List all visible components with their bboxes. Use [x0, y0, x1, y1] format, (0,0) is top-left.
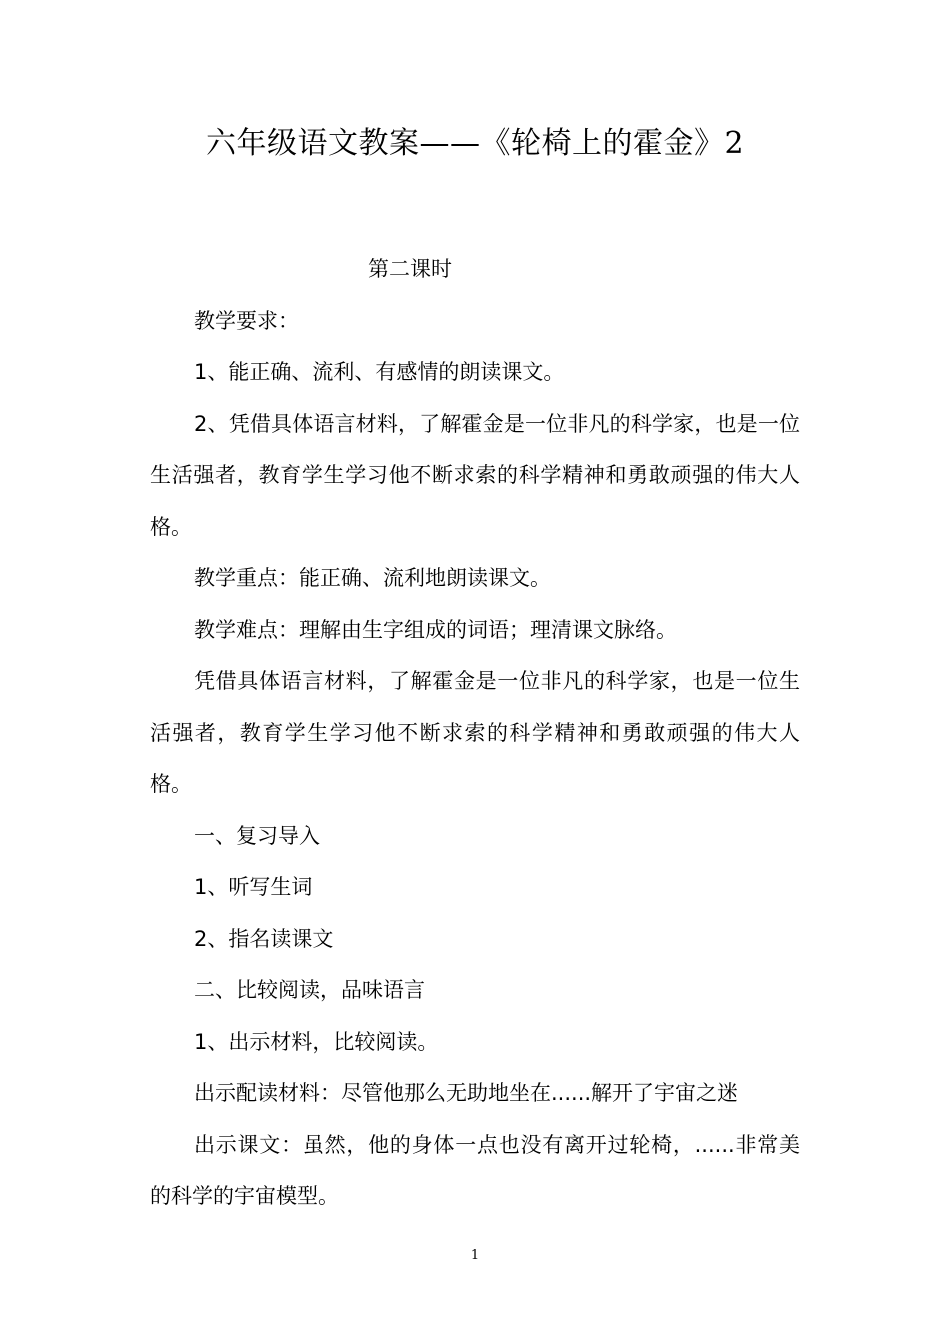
section-heading-review: 一、复习导入: [194, 823, 320, 848]
paragraph-requirement-1: 1、能正确、流利、有感情的朗读课文。: [194, 360, 565, 384]
document-title: 六年级语文教案——《轮椅上的霍金》2: [205, 126, 745, 161]
section-heading-comparison: 二、比较阅读，品味语言: [194, 978, 425, 1002]
paragraph-requirement-2: 2、凭借具体语言材料，了解霍金是一位非凡的科学家，也是一位生活强者，教育学生学习他不断求索的科学精神和勇敢顽强的伟大人格。: [150, 411, 800, 539]
paragraph-teaching-difficulty: 教学难点：理解由生字组成的词语；理清课文脉络。: [194, 617, 677, 642]
paragraph-supplementary-material: 出示配读材料：尽管他那么无助地坐在......解开了宇宙之迷: [194, 1081, 739, 1105]
paragraph-teaching-requirements: 教学要求：: [194, 308, 299, 333]
paragraph-teaching-focus: 教学重点：能正确、流利地朗读课文。: [194, 566, 551, 590]
document-body: [150, 244, 800, 1223]
list-item: 2、指名读课文: [194, 926, 334, 951]
list-item: 1、出示材料，比较阅读。: [194, 1029, 439, 1054]
paragraph-objective: 凭借具体语言材料，了解霍金是一位非凡的科学家，也是一位生活强者，教育学生学习他不断求索的科学精神和勇敢顽强的伟大人格。: [150, 669, 800, 796]
page-number: 1: [470, 1248, 480, 1263]
lesson-time-heading: 第二课时: [368, 257, 452, 281]
list-item: 1、听写生词: [194, 875, 313, 899]
paragraph-text-excerpt: 出示课文：虽然，他的身体一点也没有离开过轮椅，......非常美的科学的宇宙模型。: [150, 1132, 800, 1208]
